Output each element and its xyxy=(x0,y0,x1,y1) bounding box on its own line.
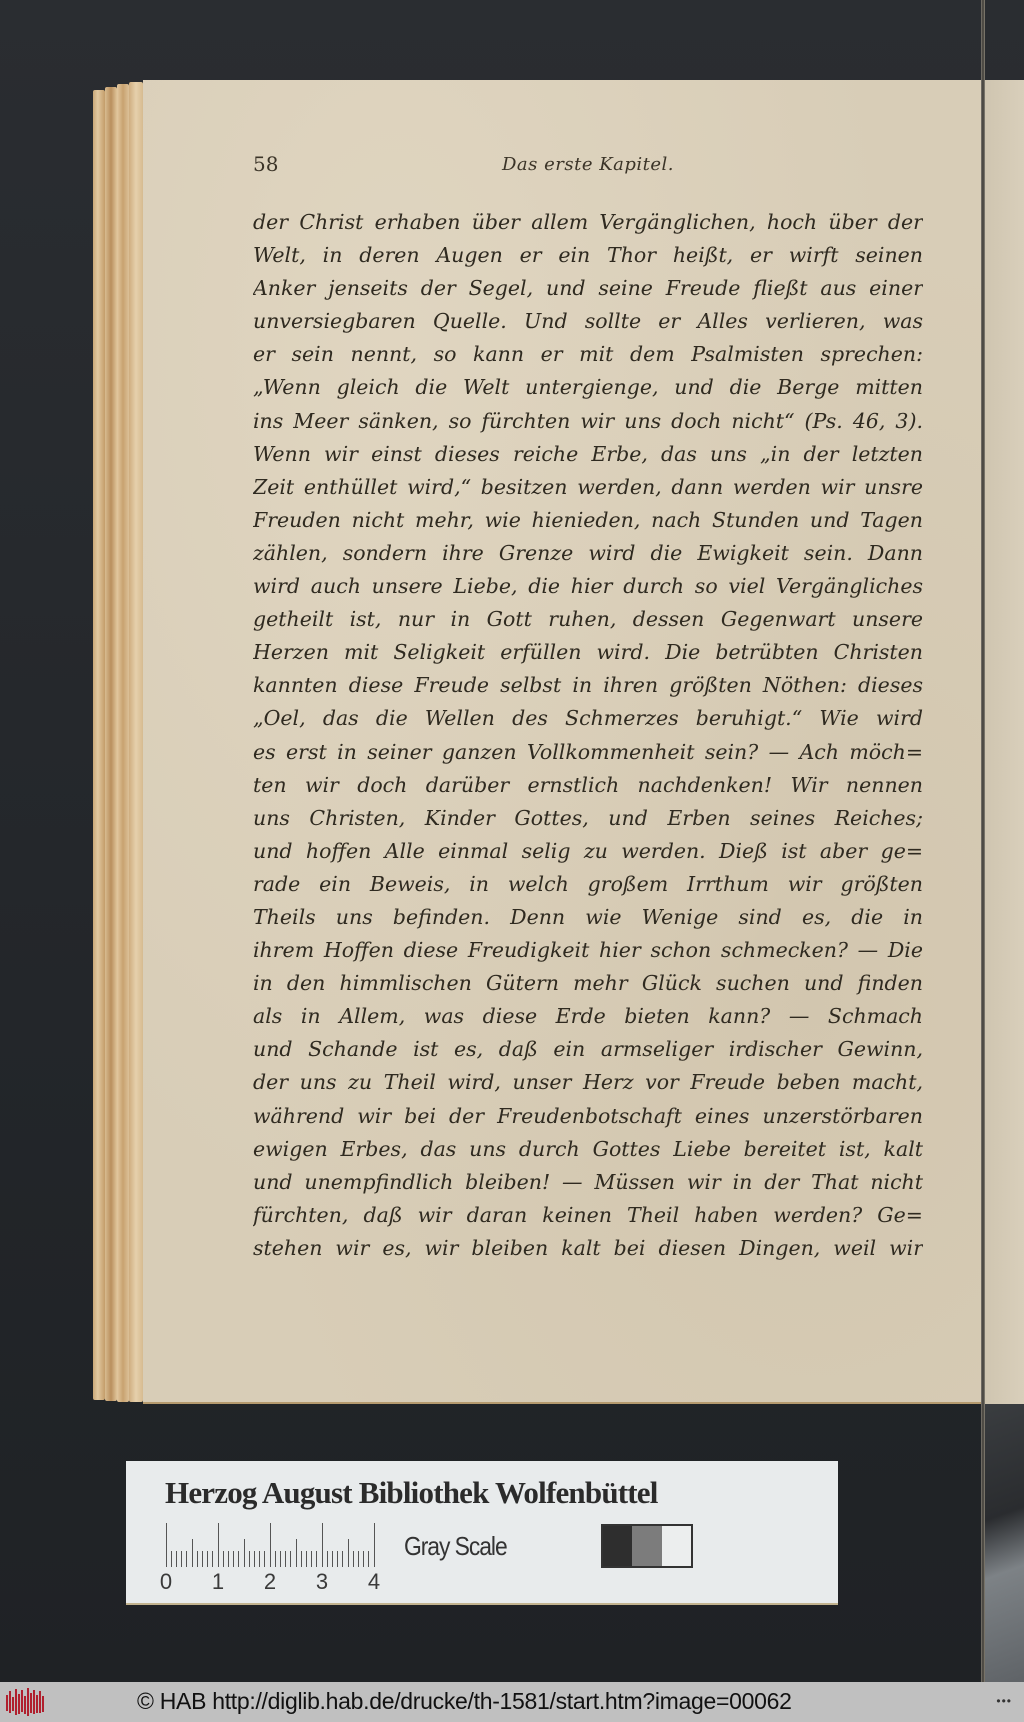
status-bar xyxy=(0,1682,1024,1722)
ruler-label: 3 xyxy=(315,1569,329,1594)
text-line: stehen wir es, wir bleiben kalt bei diesen Dingen, weil wir xyxy=(253,1235,923,1260)
gray-scale-swatches xyxy=(601,1524,693,1568)
text-line: ihrem Hoffen diese Freudigkeit hier schon schmecken? — Die xyxy=(253,938,923,963)
text-line: und hoffen Alle einmal selig zu werden. Dieß ist aber ge= xyxy=(253,838,923,863)
page-stack-edge xyxy=(117,84,129,1402)
gray-scale-label: Gray Scale xyxy=(404,1531,507,1561)
ruler-label: 0 xyxy=(159,1569,173,1594)
page-number: 58 xyxy=(253,152,279,176)
ruler-label: 2 xyxy=(263,1569,277,1594)
ruler-label: 1 xyxy=(211,1569,225,1594)
text-line: es erst in seiner ganzen Vollkommenheit sein? — Ach möch= xyxy=(253,739,923,764)
page-stack-edge xyxy=(93,90,105,1400)
text-line: kannten diese Freude selbst in ihren größten Nöthen: dieses xyxy=(253,673,923,698)
text-line: und Schande ist es, daß ein armseliger irdischer Gewinn, xyxy=(253,1037,923,1062)
text-line: ins Meer sänken, so fürchten wir uns doch nicht“ (Ps. 46, 3). xyxy=(253,408,923,433)
text-line: wird auch unsere Liebe, die hier durch so viel Vergängliches xyxy=(253,574,923,599)
more-options-button[interactable]: ••• xyxy=(996,1694,1012,1708)
ruler-label: 4 xyxy=(367,1569,381,1594)
hab-barcode-logo-icon[interactable] xyxy=(5,1687,47,1717)
text-line: Theils uns befinden. Denn wie Wenige sind es, die in xyxy=(253,904,923,929)
library-name: Herzog August Bibliothek Wolfenbüttel xyxy=(165,1475,658,1510)
text-line: Welt, in deren Augen er ein Thor heißt, er wirft seinen xyxy=(253,243,923,268)
copyright-link[interactable]: © HAB http://diglib.hab.de/drucke/th-1581/start.htm?image=00062 xyxy=(137,1688,792,1714)
text-line: ewigen Erbes, das uns durch Gottes Liebe bereitet ist, kalt xyxy=(253,1136,923,1161)
text-line: zählen, sondern ihre Grenze wird die Ewigkeit sein. Dann xyxy=(253,540,923,565)
text-line: ten wir doch darüber ernstlich nachdenken! Wir nennen xyxy=(253,772,923,797)
running-head xyxy=(253,152,923,182)
text-line: Freuden nicht mehr, wie hienieden, nach Stunden und Tagen xyxy=(253,507,923,532)
text-line: der uns zu Theil wird, unser Herz vor Freude beben macht, xyxy=(253,1070,923,1095)
next-page-edge xyxy=(985,80,1024,1404)
text-line: Zeit enthüllet wird,“ besitzen werden, dann werden wir unsre xyxy=(253,474,923,499)
text-line: „Wenn gleich die Welt untergienge, und die Berge mitten xyxy=(253,375,923,400)
page-stack-edge xyxy=(129,82,143,1402)
text-line: uns Christen, Kinder Gottes, und Erben seines Reiches; xyxy=(253,805,923,830)
text-line: rade ein Beweis, in welch großem Irrthum wir größten xyxy=(253,871,923,896)
text-line: „Oel, das die Wellen des Schmerzes beruhigt.“ Wie wird xyxy=(253,706,923,731)
text-line: in den himmlischen Gütern mehr Glück suchen und finden xyxy=(253,971,923,996)
page-body-text xyxy=(253,206,923,1265)
swatch-mid xyxy=(632,1526,661,1566)
text-line: getheilt ist, nur in Gott ruhen, dessen Gegenwart unsere xyxy=(253,607,923,632)
text-line: als in Allem, was diese Erde bieten kann? — Schmach xyxy=(253,1004,923,1029)
text-line: während wir bei der Freudenbotschaft eines unzerstörbaren xyxy=(253,1103,923,1128)
next-page-shadow xyxy=(985,1404,1024,1682)
color-calibration-card xyxy=(126,1461,838,1603)
swatch-light xyxy=(662,1526,691,1566)
text-line: und unempfindlich bleiben! — Müssen wir in der That nicht xyxy=(253,1169,923,1194)
text-line: Herzen mit Seligkeit erfüllen wird. Die betrübten Christen xyxy=(253,640,923,665)
chapter-title: Das erste Kapitel. xyxy=(501,154,675,175)
measurement-ruler xyxy=(166,1523,378,1567)
text-line: Anker jenseits der Segel, und seine Freude fließt aus einer xyxy=(253,276,923,301)
text-line: unversiegbaren Quelle. Und sollte er Alles verlieren, was xyxy=(253,309,923,334)
text-line: fürchten, daß wir daran keinen Theil haben werden? Ge= xyxy=(253,1202,923,1227)
page-stack-edge xyxy=(105,87,117,1401)
text-line: Wenn wir einst dieses reiche Erbe, das uns „in der letzten xyxy=(253,441,923,466)
text-line: er sein nennt, so kann er mit dem Psalmisten sprechen: xyxy=(253,342,923,367)
text-line: der Christ erhaben über allem Vergänglichen, hoch über der xyxy=(253,210,923,234)
swatch-dark xyxy=(603,1526,632,1566)
